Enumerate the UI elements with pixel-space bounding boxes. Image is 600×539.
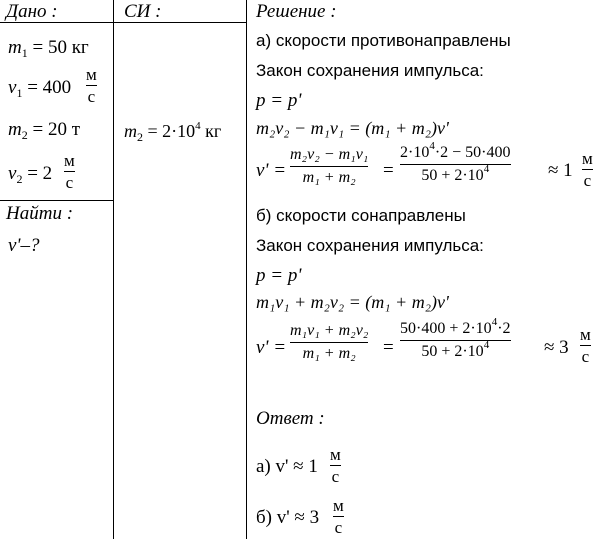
momentum-eq-b: p = p'	[256, 265, 302, 286]
law-text-b: Закон сохранения импульса:	[256, 236, 484, 255]
si-m2: $m_2 = 2\cdot 10^4$ кг	[124, 120, 222, 144]
calc-a-frac: $2\cdot 10^4\cdot 2 - 50\cdot 400$ $50 + 2\cdot 10^4$	[400, 140, 511, 184]
column-divider-2	[246, 0, 247, 539]
momentum-eq-a: p = p'	[256, 90, 302, 111]
momentum-sum-a: m₂v₂ − m₁v₁ = (m₁ + m₂)v'	[256, 118, 449, 138]
given-m1: $m_1 = 50$ кг	[8, 37, 89, 60]
result-a: ≈ 1	[548, 160, 573, 181]
given-find-divider	[0, 200, 113, 201]
given-v1: $v_1 = 400$	[8, 77, 72, 100]
result-a-unit: м с	[582, 149, 593, 190]
vprime-a-label: v' =	[256, 160, 287, 181]
si-header: СИ :	[124, 1, 162, 22]
eq-sign-a: =	[383, 160, 394, 181]
given-v2-unit: м с	[64, 151, 75, 192]
result-b: ≈ 3	[544, 337, 569, 358]
header-underline-given	[0, 22, 113, 23]
formula-a-frac: m₂v₂ − m₁v₁ m₁ + m₂	[290, 146, 369, 186]
answer-b: б) v' ≈ 3	[256, 507, 320, 528]
column-divider-1	[113, 0, 114, 539]
answer-a-unit: м с	[330, 445, 341, 486]
result-b-unit: м с	[580, 325, 591, 366]
given-header: Дано :	[6, 1, 58, 22]
formula-b-frac: m₁v₁ + m₂v₂ m₁ + m₂	[290, 322, 369, 362]
find-header: Найти :	[6, 203, 74, 224]
case-b-title: б) скорости сонаправлены	[256, 206, 466, 225]
solution-header: Решение :	[256, 1, 337, 22]
find-expr: v'–?	[8, 235, 40, 256]
law-text-a: Закон сохранения импульса:	[256, 61, 484, 80]
case-a-title: а) скорости противонаправлены	[256, 31, 511, 50]
momentum-sum-b: m₁v₁ + m₂v₂ = (m₁ + m₂)v'	[256, 292, 449, 312]
vprime-b-label: v' =	[256, 337, 287, 358]
header-underline-si	[113, 22, 246, 23]
answer-header: Ответ :	[256, 408, 325, 429]
answer-b-unit: м с	[333, 496, 344, 537]
given-m2: $m_2 = 20$ т	[8, 119, 81, 142]
answer-a: а) v' ≈ 1	[256, 456, 318, 477]
calc-b-frac: $50\cdot 400 + 2\cdot 10^4\cdot 2$ $50 + 2\cdot 10^4$	[400, 316, 511, 360]
eq-sign-b: =	[383, 337, 394, 358]
given-v2: $v_2 = 2$	[8, 163, 53, 186]
given-v1-unit: м с	[86, 65, 97, 106]
